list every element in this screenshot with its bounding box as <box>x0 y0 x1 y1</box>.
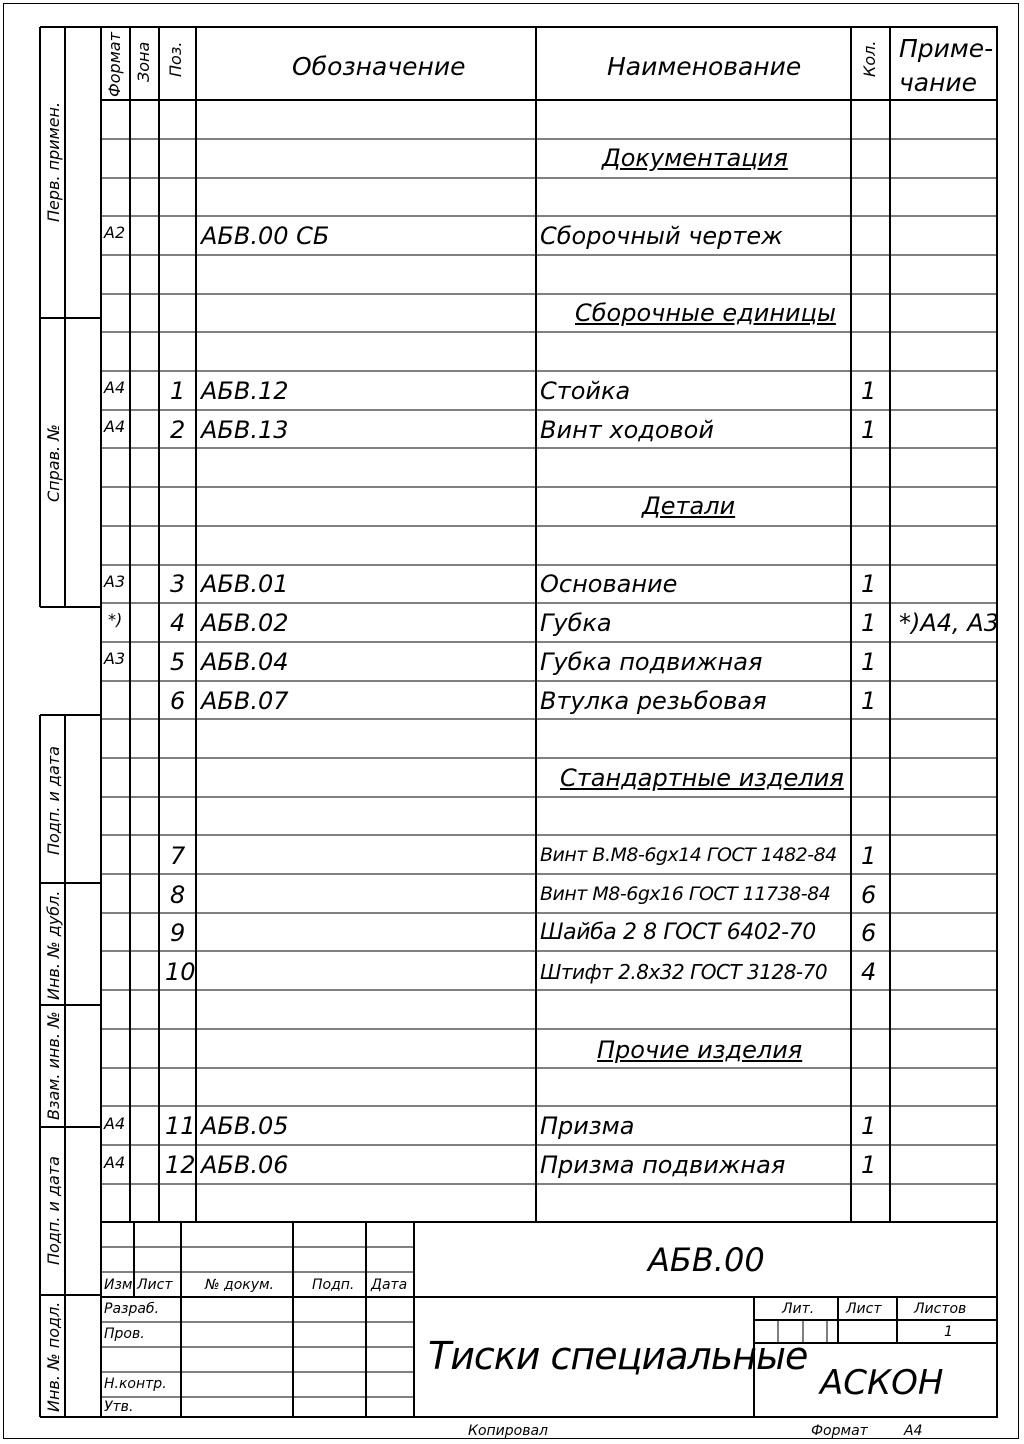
row-designation: АБВ.05 <box>201 1112 289 1140</box>
row-designation: АБВ.06 <box>201 1151 289 1179</box>
row-format: A3 <box>104 572 126 591</box>
tb-title: Тиски специальные <box>428 1334 808 1378</box>
row-designation: АБВ.04 <box>201 648 289 676</box>
tb-listov: Листов <box>914 1301 967 1317</box>
row-designation: АБВ.01 <box>201 570 289 598</box>
tb-izm: Изм. <box>104 1277 137 1293</box>
row-name: Призма <box>540 1112 635 1140</box>
row-qty: 1 <box>861 609 877 637</box>
tb-razrab: Разраб. <box>104 1301 160 1317</box>
row-format: A2 <box>104 223 126 242</box>
side-podp-data-2: Подп. и дата <box>44 1156 63 1265</box>
side-inv-podl: Инв. № подл. <box>44 1301 63 1412</box>
doc-code: АБВ.00 <box>648 1241 765 1279</box>
row-name: Винт М8-6gx16 ГОСТ 11738-84 <box>540 883 831 905</box>
header-pos: Поз. <box>166 41 185 77</box>
row-pos: 7 <box>170 842 186 870</box>
tb-list: Лист <box>137 1277 173 1293</box>
header-note-2: чание <box>899 68 978 97</box>
tb-listov-value: 1 <box>944 1324 953 1340</box>
row-designation: АБВ.07 <box>201 687 289 715</box>
format-label: Формат <box>811 1423 868 1439</box>
row-name: Штифт 2.8x32 ГОСТ 3128-70 <box>540 960 828 984</box>
header-designation: Обозначение <box>292 52 466 81</box>
row-qty: 1 <box>861 687 877 715</box>
row-qty: 1 <box>861 648 877 676</box>
row-pos: 3 <box>170 570 186 598</box>
row-pos: 1 <box>170 377 186 405</box>
row-name: Втулка резьбовая <box>540 687 767 715</box>
tb-list-h: Лист <box>846 1301 882 1317</box>
kopiroval-label: Копировал <box>468 1423 548 1439</box>
side-vzam-inv: Взам. инв. № <box>44 1011 63 1120</box>
row-note: *)А4, А3 <box>899 609 999 637</box>
row-name: Винт В.М8-6gx14 ГОСТ 1482-84 <box>540 844 837 866</box>
row-pos: 6 <box>170 687 186 715</box>
row-qty: 1 <box>861 570 877 598</box>
row-pos: 8 <box>170 881 186 909</box>
row-format: A4 <box>104 417 126 436</box>
row-format: A4 <box>104 1153 126 1172</box>
tb-n-kontr: Н.контр. <box>104 1376 167 1392</box>
header-name: Наименование <box>607 52 802 81</box>
header-qty: Кол. <box>860 40 879 77</box>
row-qty: 1 <box>861 842 877 870</box>
row-name: Губка <box>540 609 612 637</box>
row-qty: 1 <box>861 416 877 444</box>
row-designation: АБВ.12 <box>201 377 289 405</box>
row-name: Винт ходовой <box>540 416 714 444</box>
row-qty: 4 <box>861 958 877 986</box>
format-value: A4 <box>904 1423 923 1439</box>
tb-data: Дата <box>371 1277 408 1293</box>
section-documentation: Документация <box>602 144 788 172</box>
section-parts: Детали <box>642 492 736 520</box>
tb-lit: Лит. <box>782 1301 815 1317</box>
row-pos: 4 <box>170 609 186 637</box>
row-designation: АБВ.02 <box>201 609 289 637</box>
row-pos: 9 <box>170 919 186 947</box>
row-designation: АБВ.00 СБ <box>201 222 330 250</box>
row-name: Шайба 2 8 ГОСТ 6402-70 <box>540 920 816 945</box>
tb-utv: Утв. <box>104 1399 134 1415</box>
tb-no-dokum: № докум. <box>205 1277 275 1293</box>
tb-prov: Пров. <box>104 1326 145 1342</box>
row-pos: 10 <box>165 958 196 986</box>
tb-podp: Подп. <box>312 1277 355 1293</box>
row-format: *) <box>108 610 123 629</box>
section-other: Прочие изделия <box>597 1036 803 1064</box>
section-assemblies: Сборочные единицы <box>575 299 836 327</box>
side-inv-dubl: Инв. № дубл. <box>44 890 63 1000</box>
tb-company: АСКОН <box>820 1363 944 1403</box>
section-standard: Стандартные изделия <box>560 764 844 792</box>
side-sprav-no: Справ. № <box>44 424 63 502</box>
row-format: A4 <box>104 378 126 397</box>
row-name: Стойка <box>540 377 631 405</box>
row-name: Основание <box>540 570 678 598</box>
row-name: Губка подвижная <box>540 648 763 676</box>
row-format: A4 <box>104 1114 126 1133</box>
row-pos: 11 <box>165 1112 196 1140</box>
header-zone: Зона <box>134 41 153 82</box>
side-podp-data-1: Подп. и дата <box>44 746 63 855</box>
row-name: Сборочный чертеж <box>540 222 783 250</box>
row-qty: 1 <box>861 1151 877 1179</box>
row-name: Призма подвижная <box>540 1151 786 1179</box>
side-perv-primen: Перв. примен. <box>44 101 63 222</box>
header-format: Формат <box>105 32 124 97</box>
row-pos: 5 <box>170 648 186 676</box>
row-qty: 1 <box>861 377 877 405</box>
row-format: A3 <box>104 649 126 668</box>
row-qty: 6 <box>861 881 877 909</box>
header-note-1: Приме- <box>899 34 994 63</box>
row-qty: 1 <box>861 1112 877 1140</box>
row-designation: АБВ.13 <box>201 416 289 444</box>
row-pos: 2 <box>170 416 186 444</box>
row-pos: 12 <box>165 1151 196 1179</box>
row-qty: 6 <box>861 919 877 947</box>
